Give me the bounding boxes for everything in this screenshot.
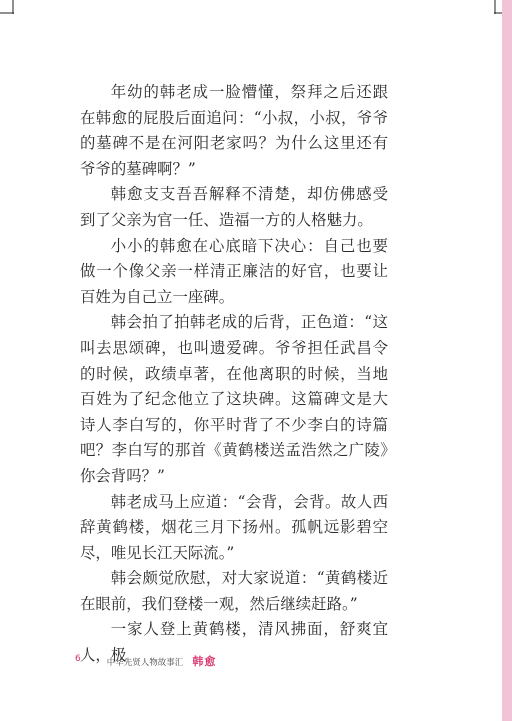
paragraph: 韩老成马上应道：“会背，会背。故人西辞黄鹤楼，烟花三月下扬州。孤帆远影碧空尽，唯见长江天际流。”	[80, 492, 388, 562]
body-text	[80, 80, 388, 669]
paragraph: 一家人登上黄鹤楼，清风拂面，舒爽宜人，极	[80, 620, 388, 665]
series-title: 中华先贤人物故事汇	[106, 657, 184, 668]
page-edge-strip	[502, 0, 512, 721]
paragraph: 小小的韩愈在心底暗下决心：自己也要做一个像父亲一样清正廉洁的好官，也要让百姓为自己立一座碑。	[80, 236, 388, 306]
book-title: 韩愈	[192, 654, 217, 668]
crop-mark-top-left-icon	[0, 0, 14, 14]
paragraph: 年幼的韩老成一脸懵懂，祭拜之后还跟在韩愈的屁股后面追问：“小叔，小叔，爷爷的墓碑不是在河阳老家吗？为什么这里还有爷爷的墓碑啊？”	[80, 83, 388, 178]
page-footer	[75, 652, 216, 666]
footer-titles	[107, 650, 217, 669]
paragraph: 韩会拍了拍韩老成的后背，正色道：“这叫去思颂碑，也叫遗爱碑。爷爷担任武昌令的时候，政绩卓著，在他离职的时候，当地百姓为了纪念他立了这块碑。这篇碑文是大诗人李白写的，你平时背了不少李白的诗篇吧？李白写的那首《黄鹤楼送孟浩然之广陵》你会背吗？”	[80, 313, 388, 485]
page-number: 6	[75, 654, 81, 664]
paragraph: 韩愈支支吾吾解释不清楚，却仿佛感受到了父亲为官一任、造福一方的人格魅力。	[80, 185, 388, 229]
paragraph: 韩会颇觉欣慰，对大家说道：“黄鹤楼近在眼前，我们登楼一观，然后继续赶路。”	[80, 569, 388, 613]
